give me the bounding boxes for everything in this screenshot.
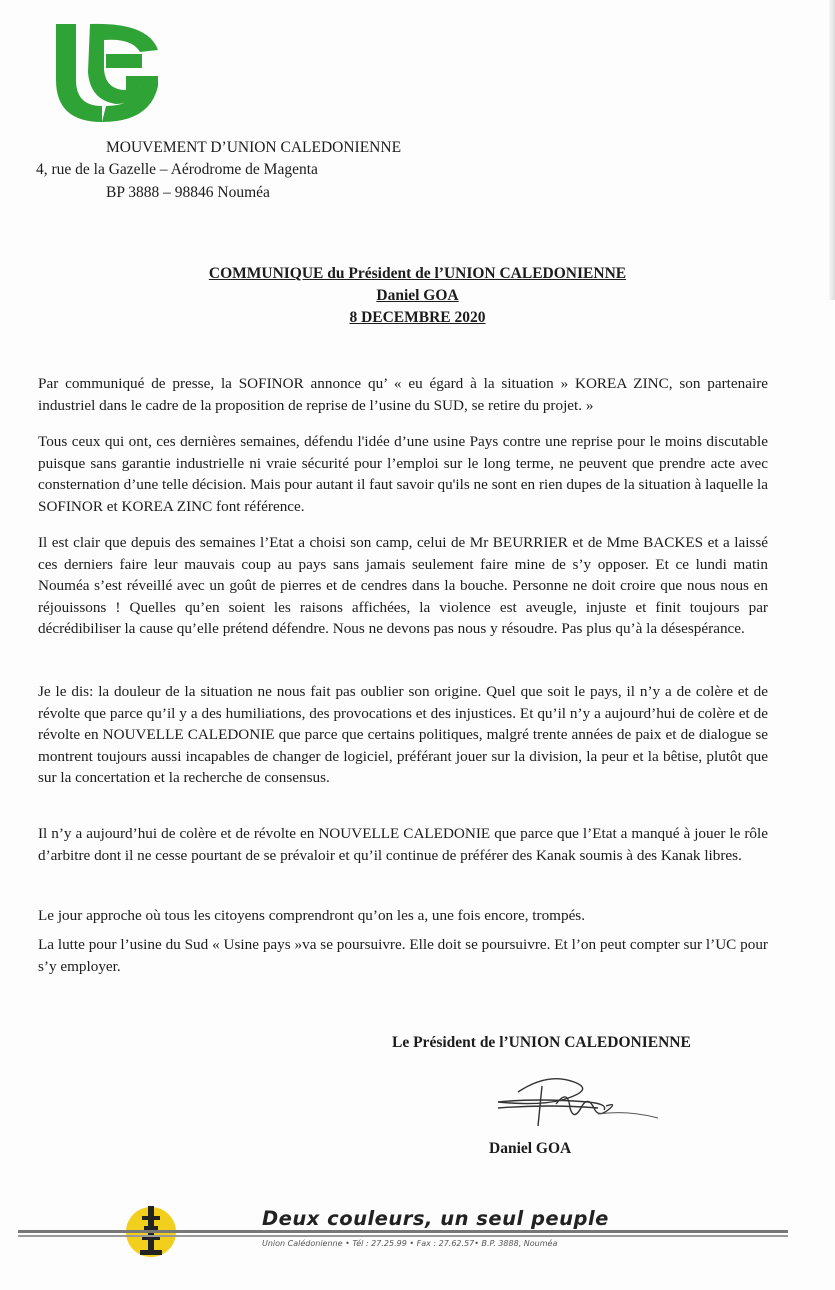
footer-slogan: Deux couleurs, un seul peuple — [262, 1207, 609, 1230]
org-postal-address: BP 3888 – 98846 Nouméa — [106, 184, 270, 201]
paragraph: Il est clair que depuis des semaines l’Etat a choisi son camp, celui de Mr BEURRIER et de Mme BACKES et a laissé ces derniers faire leur mauvais coup au pays sans jamais seulement faire mine de s’y opposer. Et ce lundi matin Nouméa s’est réveillé avec un goût de pierres et de cendres dans la bouche. Personne ne doit croire que nous nous en réjouissons ! Quelles qu’en soient les raisons affichées, la violence est aveugle, injuste et finit toujours par décrédibiliser la cause qu’elle prétend défendre. Nous ne devons pas nous y résoudre. Pas plus qu’à la désespérance. — [38, 534, 768, 637]
union-caledonienne-logo — [46, 20, 168, 128]
signatory-name: Daniel GOA — [489, 1140, 572, 1157]
paragraph: Je le dis: la douleur de la situation ne nous fait pas oublier son origine. Quel que soit le pays, il n’y a de colère et de révolte que parce qu’il y a des humiliations, des provocations et des injustices. Et qu’il n’y a aujourd’hui de colère et de révolte en NOUVELLE CALEDONIE que parce que certains politiques, malgré trente années de paix et de dialogue se montrent toujours aussi incapables de changer de logiciel, préférant jouer sur la division, la peur et la bêtise, plutôt que sur la concertation et la recherche de consensus. — [38, 683, 768, 786]
footer-rule — [18, 1230, 788, 1233]
document-author: Daniel GOA — [376, 287, 459, 304]
footer-rule — [18, 1235, 788, 1237]
paragraph: Par communiqué de presse, la SOFINOR annonce qu’ « eu égard à la situation » KOREA ZINC, son partenaire industriel dans le cadre de la proposition de reprise de l’usine du SUD, se retire du projet. » — [38, 375, 768, 414]
signature-title: Le Président de l’UNION CALEDONIENNE — [392, 1034, 691, 1051]
org-name: MOUVEMENT D’UNION CALEDONIENNE — [106, 139, 402, 156]
document-title: COMMUNIQUE du Président de l’UNION CALEDONIENNE — [208, 265, 627, 282]
footer-contact: Union Calédonienne • Tél : 27.25.99 • Fax : 27.62.57• B.P. 3888, Nouméa — [262, 1239, 558, 1248]
scroll-edge — [829, 0, 835, 300]
paragraph: Tous ceux qui ont, ces dernières semaines, défendu l'idée d’une usine Pays contre une reprise pour le moins discutable puisque sans garantie industrielle ni vraie sécurité pour l’emploi sur le long terme, ne peuvent que prendre acte avec consternation d’une telle décision. Mais pour autant il faut savoir qu'ils ne sont en rien dupes de la situation à laquelle la SOFINOR et KOREA ZINC font référence. — [38, 433, 768, 515]
paragraph: Il n’y a aujourd’hui de colère et de révolte en NOUVELLE CALEDONIE que parce que l’Etat a manqué à jouer le rôle d’arbitre dont il ne cesse pourtant de se prévaloir et qu’il continue de préférer des Kanak soumis à des Kanak libres. — [38, 825, 768, 864]
org-address: 4, rue de la Gazelle – Aérodrome de Magenta — [36, 161, 318, 178]
document-date: 8 DECEMBRE 2020 — [349, 309, 486, 326]
paragraph: La lutte pour l’usine du Sud « Usine pays »va se poursuivre. Elle doit se poursuivre. Et l’on peut compter sur l’UC pour s’y employer. — [38, 936, 768, 975]
handwritten-signature — [478, 1068, 663, 1138]
paragraph: Le jour approche où tous les citoyens comprendront qu’on les a, une fois encore, trompés. — [38, 907, 586, 924]
